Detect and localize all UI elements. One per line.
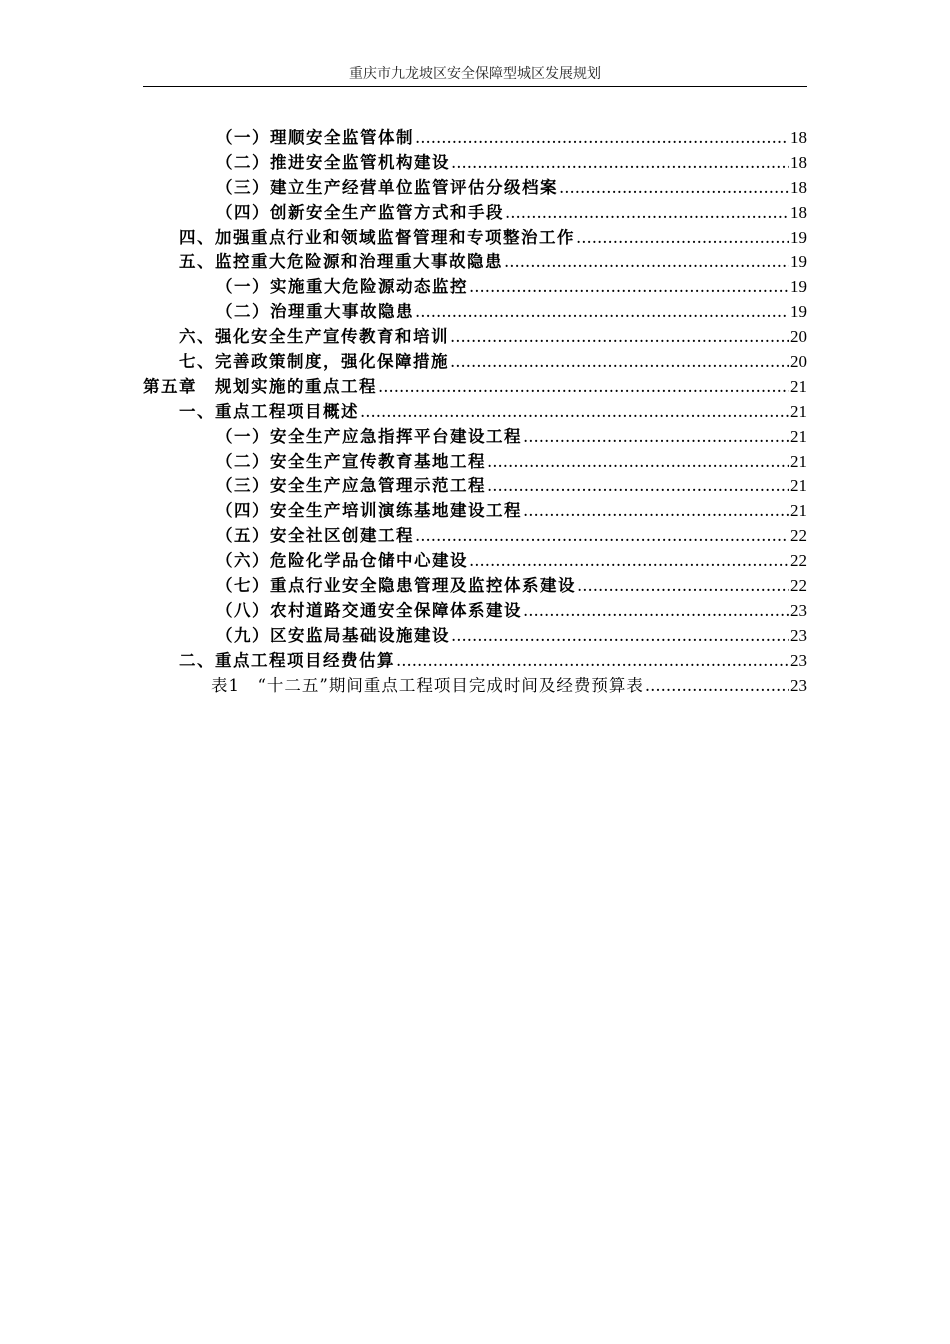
toc-entry-title: 表1 “十二五”期间重点工程项目完成时间及经费预算表 bbox=[211, 675, 644, 695]
toc-page-number: 22 bbox=[790, 526, 807, 546]
toc-page-number: 21 bbox=[790, 451, 807, 471]
toc-entry-title: （五）安全社区创建工程 bbox=[216, 526, 414, 546]
toc-entry[interactable] bbox=[143, 624, 807, 649]
toc-entry[interactable] bbox=[143, 474, 807, 499]
toc-page-number: 18 bbox=[790, 177, 807, 197]
toc-entry[interactable] bbox=[143, 499, 807, 524]
toc-entry-title: （七）重点行业安全隐患管理及监控体系建设 bbox=[216, 576, 576, 596]
toc-page-number: 23 bbox=[790, 600, 807, 620]
toc-page-number: 21 bbox=[790, 401, 807, 421]
toc-dot-leader bbox=[523, 599, 789, 624]
toc-page-number: 21 bbox=[790, 476, 807, 496]
toc-page-number: 19 bbox=[790, 277, 807, 297]
toc-page-number: 19 bbox=[790, 252, 807, 272]
toc-dot-leader bbox=[415, 300, 789, 325]
toc-page-number: 18 bbox=[790, 128, 807, 147]
toc-entry[interactable] bbox=[143, 201, 807, 226]
toc-dot-leader bbox=[360, 400, 789, 425]
toc-entry-title: （六）危险化学品仓储中心建设 bbox=[216, 551, 468, 571]
toc-page-number: 18 bbox=[790, 152, 807, 172]
toc-entry-title: （三）建立生产经营单位监管评估分级档案 bbox=[216, 177, 558, 197]
toc-entry[interactable] bbox=[143, 549, 807, 574]
toc-entry-title: 六、强化安全生产宣传教育和培训 bbox=[179, 327, 449, 347]
toc-dot-leader bbox=[645, 674, 789, 699]
toc-dot-leader bbox=[469, 549, 789, 574]
toc-entry[interactable] bbox=[143, 226, 807, 251]
toc-entry[interactable] bbox=[143, 325, 807, 350]
toc-page-number: 22 bbox=[790, 576, 807, 596]
toc-entry-title: 一、重点工程项目概述 bbox=[179, 401, 359, 421]
toc-page-number: 18 bbox=[790, 202, 807, 222]
toc-entry-title: 五、监控重大危险源和治理重大事故隐患 bbox=[179, 252, 503, 272]
toc-dot-leader bbox=[577, 574, 789, 599]
toc-page-number: 23 bbox=[790, 625, 807, 645]
toc-page-number: 21 bbox=[790, 426, 807, 446]
toc-entry[interactable] bbox=[143, 450, 807, 475]
toc-entry-title: 第五章 规划实施的重点工程 bbox=[143, 376, 377, 396]
toc-dot-leader bbox=[504, 250, 789, 275]
toc-dot-leader bbox=[576, 226, 789, 251]
toc-dot-leader bbox=[487, 474, 789, 499]
page-header bbox=[143, 64, 807, 87]
toc-entry[interactable] bbox=[143, 126, 807, 151]
toc-dot-leader bbox=[451, 151, 789, 176]
document-title: 重庆市九龙坡区安全保障型城区发展规划 bbox=[349, 66, 601, 82]
toc-dot-leader bbox=[487, 450, 789, 475]
toc-dot-leader bbox=[505, 201, 789, 226]
toc-entry[interactable] bbox=[143, 649, 807, 674]
toc-dot-leader bbox=[523, 425, 789, 450]
toc-page-number: 21 bbox=[790, 376, 807, 396]
toc-entry-title: 七、完善政策制度，强化保障措施 bbox=[179, 352, 449, 372]
toc-page-number: 22 bbox=[790, 551, 807, 571]
toc-entry-title: （二）安全生产宣传教育基地工程 bbox=[216, 451, 486, 471]
table-of-contents bbox=[143, 126, 807, 698]
toc-dot-leader bbox=[451, 624, 789, 649]
toc-page-number: 19 bbox=[790, 227, 807, 247]
toc-dot-leader bbox=[523, 499, 789, 524]
toc-entry[interactable] bbox=[143, 425, 807, 450]
toc-entry-title: （九）区安监局基础设施建设 bbox=[216, 625, 450, 645]
toc-entry[interactable] bbox=[143, 350, 807, 375]
toc-dot-leader bbox=[415, 524, 789, 549]
toc-entry-title: （一）安全生产应急指挥平台建设工程 bbox=[216, 426, 522, 446]
toc-entry-title: （三）安全生产应急管理示范工程 bbox=[216, 476, 486, 496]
toc-entry[interactable] bbox=[143, 574, 807, 599]
toc-entry-title: （二）推进安全监管机构建设 bbox=[216, 152, 450, 172]
toc-entry-title: 四、加强重点行业和领域监督管理和专项整治工作 bbox=[179, 227, 575, 247]
toc-dot-leader bbox=[469, 275, 789, 300]
toc-entry-title: 二、重点工程项目经费估算 bbox=[179, 650, 395, 670]
toc-page-number: 21 bbox=[790, 501, 807, 521]
toc-table-entry[interactable] bbox=[143, 674, 807, 699]
toc-page-number: 20 bbox=[790, 352, 807, 372]
toc-page-number: 20 bbox=[790, 327, 807, 347]
toc-entry[interactable] bbox=[143, 400, 807, 425]
toc-entry-title: （八）农村道路交通安全保障体系建设 bbox=[216, 600, 522, 620]
toc-dot-leader bbox=[450, 350, 789, 375]
toc-dot-leader bbox=[450, 325, 789, 350]
toc-dot-leader bbox=[415, 126, 789, 151]
toc-page-number: 23 bbox=[790, 675, 807, 695]
toc-entry[interactable] bbox=[143, 599, 807, 624]
toc-page-number: 23 bbox=[790, 650, 807, 670]
toc-entry-title: （一）实施重大危险源动态监控 bbox=[216, 277, 468, 297]
toc-entry[interactable] bbox=[143, 375, 807, 400]
toc-entry-title: （四）安全生产培训演练基地建设工程 bbox=[216, 501, 522, 521]
toc-entry-title: （二）治理重大事故隐患 bbox=[216, 302, 414, 322]
toc-dot-leader bbox=[396, 649, 789, 674]
toc-entry[interactable] bbox=[143, 275, 807, 300]
toc-entry[interactable] bbox=[143, 300, 807, 325]
toc-entry-title: （一）理顺安全监管体制 bbox=[216, 128, 414, 147]
toc-entry[interactable] bbox=[143, 524, 807, 549]
toc-dot-leader bbox=[378, 375, 789, 400]
toc-dot-leader bbox=[559, 176, 789, 201]
toc-page-number: 19 bbox=[790, 302, 807, 322]
toc-entry[interactable] bbox=[143, 250, 807, 275]
toc-entry[interactable] bbox=[143, 176, 807, 201]
toc-entry[interactable] bbox=[143, 151, 807, 176]
toc-entry-title: （四）创新安全生产监管方式和手段 bbox=[216, 202, 504, 222]
